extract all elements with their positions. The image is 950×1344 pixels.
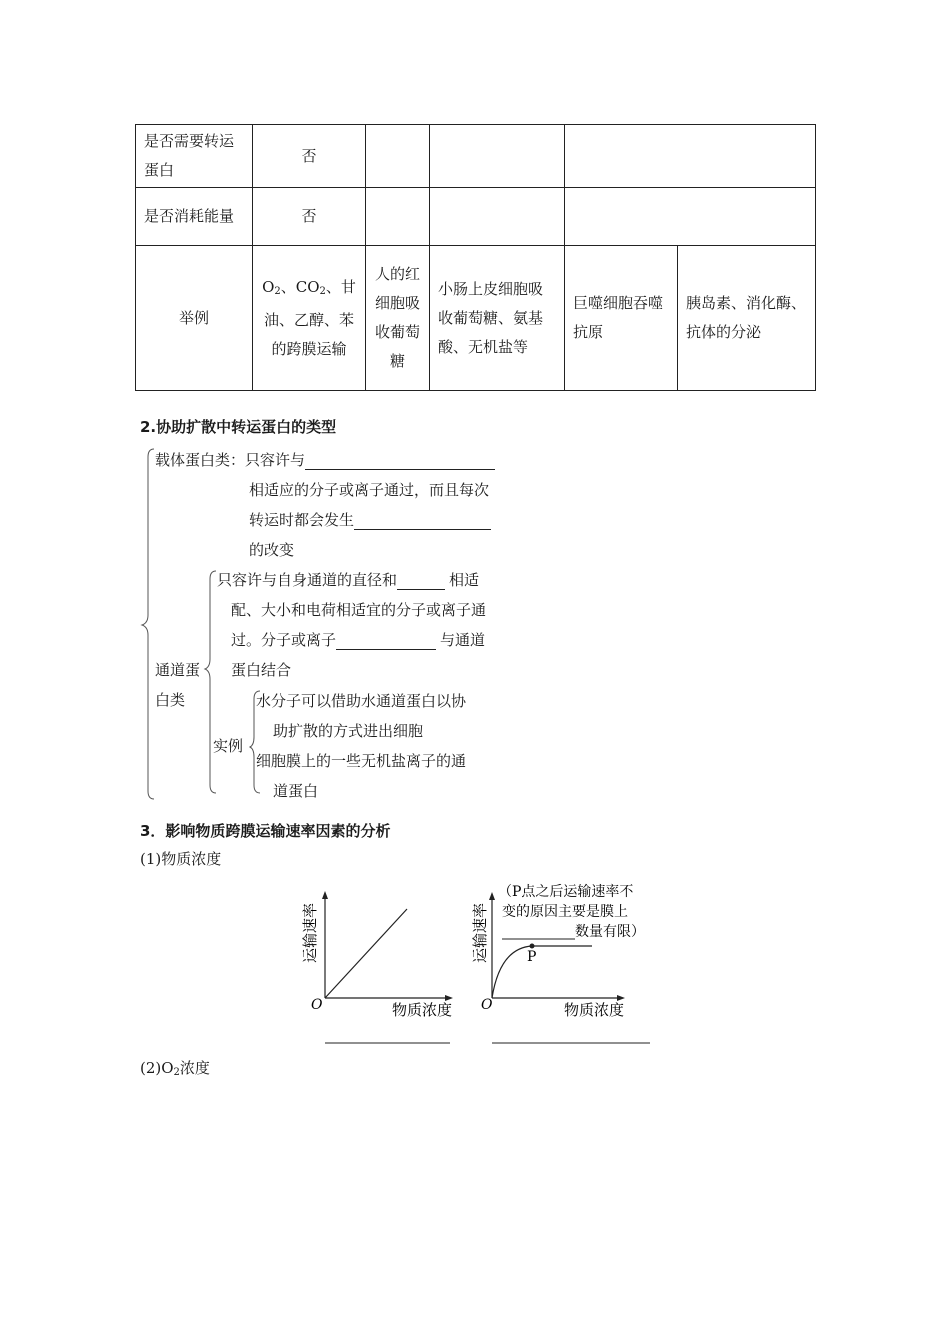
subscript: 2	[319, 285, 326, 297]
table-cell	[253, 246, 366, 391]
subscript: 2	[274, 285, 281, 297]
table-cell: 否	[253, 188, 366, 246]
point-p	[530, 944, 535, 949]
origin-label: O	[481, 997, 493, 1013]
example-2a: 细胞膜上的一些无机盐离子的通	[256, 752, 467, 770]
series-line	[325, 909, 407, 998]
text: 浓度	[179, 1059, 210, 1077]
channel-label-1: 通道蛋	[155, 661, 201, 679]
table-row	[136, 246, 816, 391]
section-3-title: 3．影响物质跨膜运输速率因素的分析	[140, 822, 391, 840]
cell-text: 、甘油、乙醇、苯的跨膜运输	[263, 277, 356, 358]
table-row	[136, 188, 816, 246]
text: (2)O	[140, 1059, 174, 1077]
answer-blank[interactable]	[305, 451, 495, 470]
carrier-label: 载体蛋白类：只容许与	[155, 451, 306, 469]
text: 与通道	[440, 631, 486, 649]
x-axis-label: 物质浓度	[392, 1001, 453, 1019]
chart-linear	[295, 885, 470, 1050]
table-cell	[565, 188, 816, 246]
row-label: 举例	[136, 246, 253, 391]
series-line	[492, 946, 592, 998]
channel-line-1	[217, 570, 479, 590]
point-label: P	[527, 949, 537, 965]
example-1b: 助扩散的方式进出细胞	[273, 722, 424, 740]
y-axis-arrow	[322, 891, 328, 899]
table-cell: 胰岛素、消化酶、抗体的分泌	[678, 246, 816, 391]
channel-label-2: 白类	[155, 691, 186, 709]
answer-blank[interactable]	[397, 571, 445, 590]
table-cell	[565, 125, 816, 188]
y-axis-label: 运输速率	[301, 902, 319, 963]
table-cell	[430, 125, 565, 188]
section-2-title: 2.协助扩散中转运蛋白的类型	[140, 418, 337, 436]
cell-text: O	[262, 277, 275, 296]
subsection-1: (1)物质浓度	[140, 850, 222, 868]
cell-text: 、CO	[280, 277, 320, 296]
row-label: 是否消耗能量	[136, 188, 253, 246]
origin-label: O	[311, 997, 323, 1013]
note-line-3: 数量有限）	[575, 924, 645, 940]
chart-saturation	[465, 878, 665, 1050]
text: 过。分子或离子	[231, 631, 337, 649]
table-cell	[366, 125, 430, 188]
channel-line-3	[231, 630, 485, 650]
note-line-2: 变的原因主要是膜上	[502, 904, 628, 920]
channel-line-4: 蛋白结合	[231, 661, 292, 679]
answer-blank[interactable]	[354, 511, 491, 530]
carrier-line-4: 的改变	[249, 541, 295, 559]
text: 转运时都会发生	[249, 511, 355, 529]
text: 相适	[449, 571, 480, 589]
y-axis-arrow	[489, 892, 495, 900]
note-line-1: （P点之后运输速率不	[498, 884, 634, 900]
example-label: 实例	[213, 737, 244, 755]
subsection-2	[140, 1058, 210, 1083]
table-cell: 小肠上皮细胞吸收葡萄糖、氨基酸、无机盐等	[430, 246, 565, 391]
channel-line-2: 配、大小和电荷相适宜的分子或离子通	[231, 601, 487, 619]
text: 只容许与自身通道的直径和	[217, 571, 398, 589]
x-axis-label: 物质浓度	[564, 1001, 625, 1019]
row-label: 是否需要转运蛋白	[136, 125, 253, 188]
carrier-line-1	[155, 450, 495, 470]
y-axis-label: 运输速率	[471, 902, 489, 963]
table-cell: 人的红细胞吸收葡萄糖	[366, 246, 430, 391]
table-cell	[430, 188, 565, 246]
subscript: 2	[173, 1067, 180, 1078]
table-row	[136, 125, 816, 188]
example-2b: 道蛋白	[273, 782, 319, 800]
table-cell: 巨噬细胞吞噬抗原	[565, 246, 678, 391]
answer-blank[interactable]	[336, 631, 436, 650]
example-1a: 水分子可以借助水通道蛋白以协	[256, 692, 467, 710]
table-cell	[366, 188, 430, 246]
transport-table	[135, 124, 816, 391]
carrier-line-3	[249, 510, 491, 530]
table-cell: 否	[253, 125, 366, 188]
carrier-line-2: 相适应的分子或离子通过，而且每次	[249, 481, 490, 499]
